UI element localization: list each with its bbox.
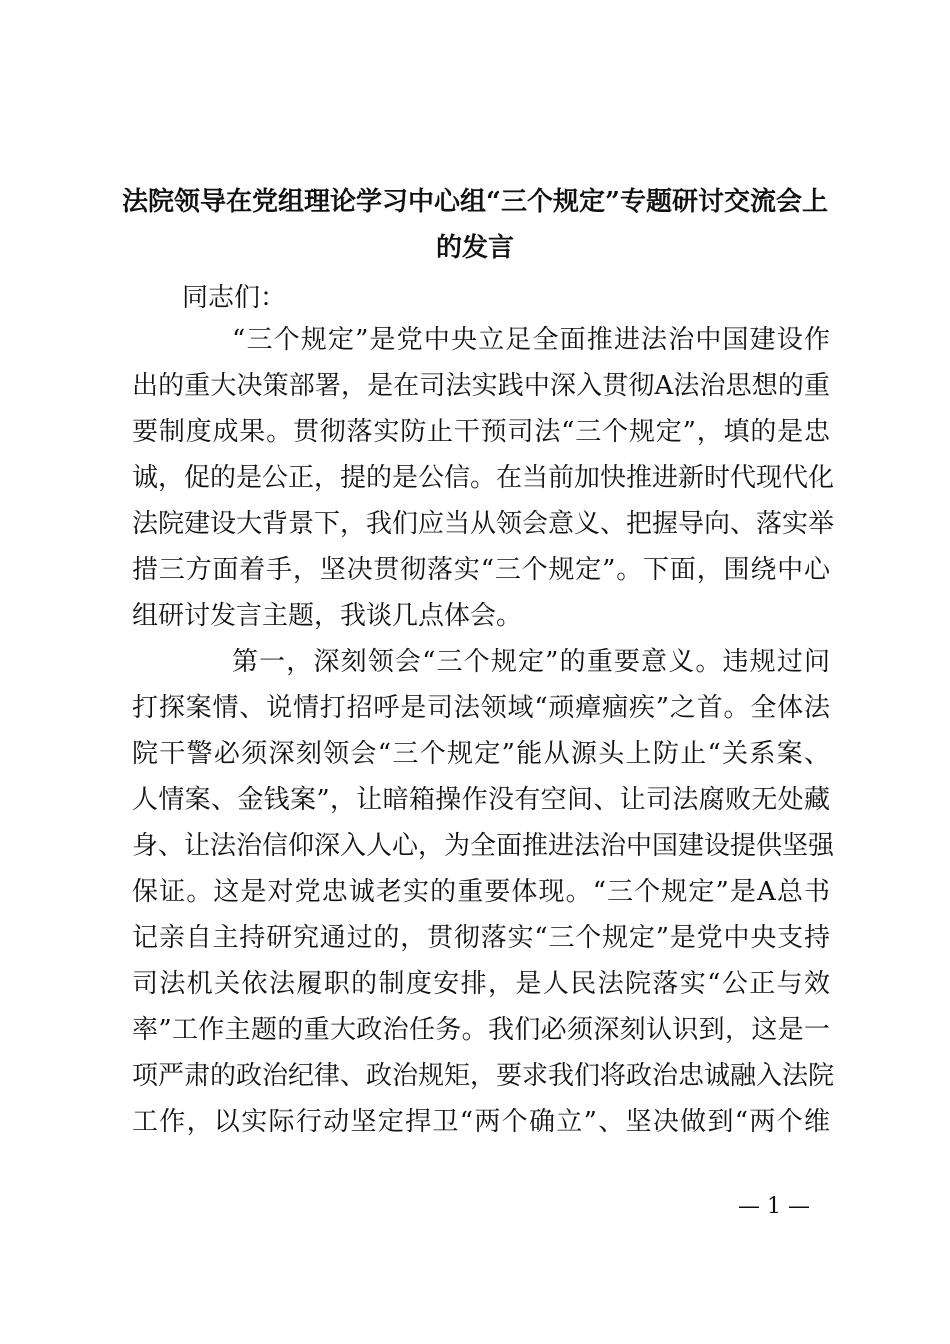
document-title-line-1: 法院领导在党组理论学习中心组“三个规定”专题研讨交流会上 (122, 187, 828, 217)
paragraph-1-line: “三个规定”是党中央立足全面推进法治中国建设作 (232, 325, 830, 355)
paragraph-2-line: 院干警必须深刻领会“三个规定”能从源头上防止“关系案、 (132, 739, 830, 769)
greeting: 同志们： (182, 283, 287, 313)
paragraph-2-line: 项严肃的政治纪律、政治规矩，要求我们将政治忠诚融入法院 (132, 1061, 835, 1091)
paragraph-1-line: 组研讨发言主题，我谈几点体会。 (132, 601, 523, 631)
paragraph-2-line: 率”工作主题的重大政治任务。我们必须深刻认识到，这是一 (132, 1015, 830, 1045)
paragraph-2-line: 工作，以实际行动坚定捍卫“两个确立”、坚决做到“两个维 (132, 1107, 830, 1137)
paragraph-2-line: 记亲自主持研究通过的，贯彻落实“三个规定”是党中央支持 (132, 923, 830, 953)
paragraph-2-line: 打探案情、说情打招呼是司法领域“顽瘴痼疾”之首。全体法 (132, 693, 830, 723)
paragraph-2-line: 司法机关依法履职的制度安排，是人民法院落实“公正与效 (132, 969, 830, 999)
paragraph-1-line: 法院建设大背景下，我们应当从领会意义、把握导向、落实举 (132, 509, 835, 539)
page-number: — 1 — (738, 1194, 810, 1219)
paragraph-1-line: 要制度成果。贯彻落实防止干预司法“三个规定”，填的是忠 (132, 417, 830, 447)
paragraph-2-line: 身、让法治信仰深入人心，为全面推进法治中国建设提供坚强 (132, 831, 835, 861)
paragraph-2-line: 保证。这是对党忠诚老实的重要体现。“三个规定”是A总书 (132, 877, 830, 907)
paragraph-1-line: 出的重大决策部署，是在司法实践中深入贯彻A法治思想的重 (132, 371, 830, 401)
paragraph-1-line: 诚，促的是公正，提的是公信。在当前加快推进新时代现代化 (132, 463, 835, 493)
paragraph-1-line: 措三方面着手，坚决贯彻落实“三个规定”。下面，围绕中心 (132, 555, 830, 585)
paragraph-2-line: 第一，深刻领会“三个规定”的重要意义。违规过问 (232, 647, 830, 677)
paragraph-2-line: 人情案、金钱案”，让暗箱操作没有空间、让司法腐败无处藏 (132, 785, 830, 815)
document-title-line-2: 的发言 (435, 233, 514, 263)
